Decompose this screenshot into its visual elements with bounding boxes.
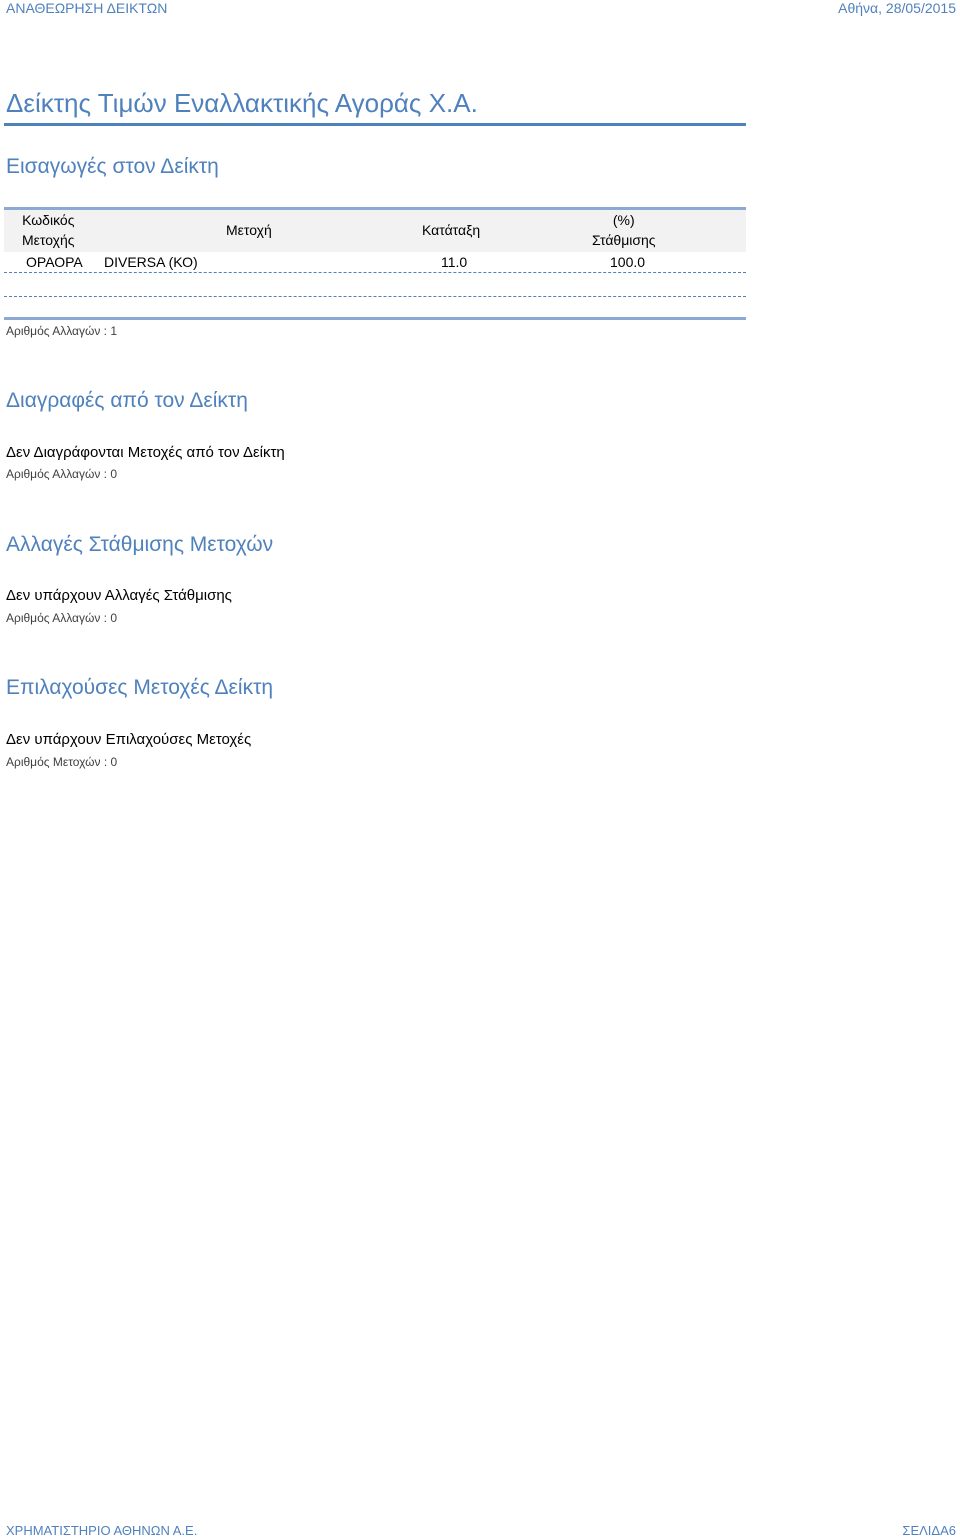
reserves-heading: Επιλαχούσες Μετοχές Δείκτη <box>6 676 274 699</box>
weight-changes-heading: Αλλαγές Στάθμισης Μετοχών <box>6 533 274 556</box>
reserves-count: Αριθμός Μετοχών : 0 <box>6 755 118 769</box>
reserves-note: Δεν υπάρχουν Επιλαχούσες Μετοχές <box>6 731 252 748</box>
report-date: Αθήνα, 28/05/2015 <box>838 0 956 16</box>
table-row-weight: 100.0 <box>610 254 646 270</box>
title-underline <box>4 123 746 126</box>
column-header-weight: (%) Στάθμισης <box>592 212 656 248</box>
table-bottom-border <box>4 317 746 320</box>
page-number: ΣΕΛΙΔΑ6 <box>902 1523 956 1538</box>
column-header-code: Κωδικός Μετοχής <box>22 212 75 248</box>
report-header-title: ΑΝΑΘΕΩΡΗΣΗ ΔΕΙΚΤΩΝ <box>6 0 168 16</box>
row-separator <box>4 296 746 297</box>
deletions-count: Αριθμός Αλλαγών : 0 <box>6 467 118 481</box>
deletions-note: Δεν Διαγράφονται Μετοχές από τον Δείκτη <box>6 444 285 461</box>
additions-heading: Εισαγωγές στον Δείκτη <box>6 155 219 178</box>
deletions-heading: Διαγραφές από τον Δείκτη <box>6 389 248 412</box>
table-row-rank: 11.0 <box>441 254 468 270</box>
column-header-rank: Κατάταξη <box>422 222 481 238</box>
table-row-stock: DIVERSA (ΚΟ) <box>104 254 198 270</box>
weight-changes-count: Αριθμός Αλλαγών : 0 <box>6 611 118 625</box>
weight-changes-note: Δεν υπάρχουν Αλλαγές Στάθμισης <box>6 587 232 604</box>
additions-count: Αριθμός Αλλαγών : 1 <box>6 324 118 338</box>
page-title: Δείκτης Τιμών Εναλλακτικής Αγοράς Χ.Α. <box>6 88 478 118</box>
column-header-stock: Μετοχή <box>226 222 272 238</box>
footer-company: ΧΡΗΜΑΤΙΣΤΗΡΙΟ ΑΘΗΝΩΝ Α.Ε. <box>6 1523 198 1538</box>
row-separator <box>4 272 746 273</box>
table-row-code: ΟΡΑΟΡΑ <box>26 254 83 270</box>
